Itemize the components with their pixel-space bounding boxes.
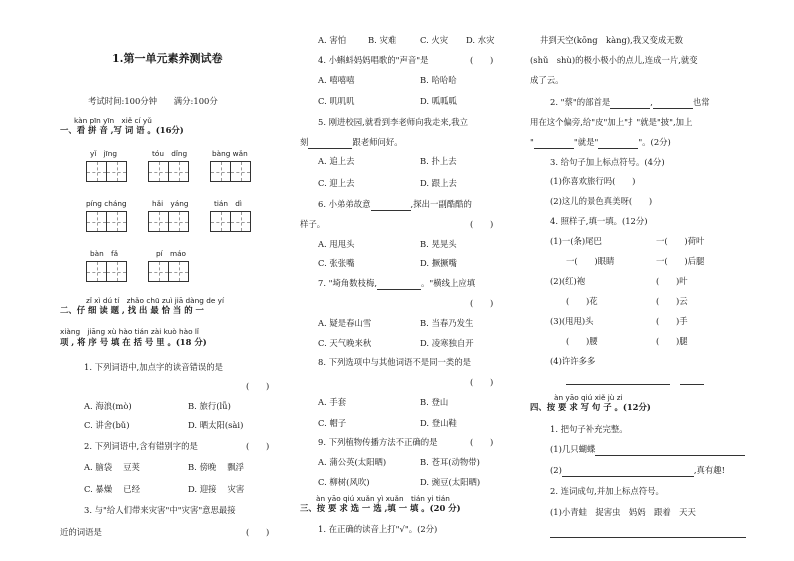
pinyin-word-3: bàng wǎn (212, 149, 248, 158)
writing-grid-5[interactable] (148, 211, 188, 232)
q6-option-a: A. 甩甩头 (318, 239, 355, 249)
s3-q4-fill-3[interactable]: 一( )后腿 (656, 256, 705, 266)
sec3-heading: 三、按 要 求 选 一 选 ,填 一 填 。(20 分) (300, 503, 461, 513)
s3-q1-passage-line3: 成了云。 (530, 75, 564, 85)
writing-grid-2[interactable] (148, 161, 188, 182)
s3-q4-fill-2[interactable]: 一( )眼睛 (566, 256, 615, 266)
q5-option-d: D. 跟上去 (420, 178, 457, 188)
sec3-pinyin: àn yāo qiú xuǎn yì xuǎn tián yi tián (316, 494, 450, 503)
q6-option-d: D. 撅撅嘴 (420, 258, 457, 268)
q9-option-c: C. 柳树(风吹) (318, 477, 370, 487)
q6-stem-line1: 6. 小弟弟故意 ,探出一副酷酷的 (318, 199, 472, 209)
q3-stem-line1: 3. 与"给人们带来灾害"中"灾害"意思最接 (84, 505, 236, 515)
q4-answer-paren[interactable]: ( ) (470, 55, 494, 65)
q4-option-b: B. 哈哈哈 (420, 75, 457, 85)
q1-answer-paren[interactable]: ( ) (246, 381, 270, 391)
s3-q4-fill-5[interactable]: ( )花 (566, 296, 598, 306)
writing-grid-6[interactable] (210, 211, 250, 232)
s3-q2-blank-1[interactable] (610, 97, 650, 109)
q9-stem: 9. 下列植物传播方法不正确的是 (318, 437, 438, 447)
column-middle (300, 0, 512, 561)
s3-q2-line3: " "就是" "。(2分) (530, 137, 671, 147)
q8-option-a: A. 手套 (318, 397, 347, 407)
q8-option-d: D. 登山鞋 (420, 418, 457, 428)
s3-q4-answer-line-2[interactable] (680, 384, 704, 385)
s3-q3-item-1[interactable]: (1)你喜欢旅行吗( ) (550, 176, 636, 186)
q2-option-d: D. 迎接 灾害 (188, 484, 245, 494)
q3-option-a: A. 害怕 (318, 35, 347, 45)
q3-stem-line2: 近的词语是 (60, 527, 102, 537)
sec2-heading-2: 项 , 将 序 号 填 在 括 号 里 。(18 分) (60, 337, 207, 347)
q5-stem-line2: 刻 跟老师问好。 (300, 137, 403, 147)
q8-option-b: B. 登山 (420, 397, 449, 407)
s3-q4-fill-8[interactable]: ( )腰 (566, 336, 598, 346)
q3-answer-paren[interactable]: ( ) (246, 527, 270, 537)
q3-option-c: C. 火灾 (420, 35, 449, 45)
q6-answer-paren[interactable]: ( ) (470, 219, 494, 229)
q3-option-d: D. 水灾 (466, 35, 495, 45)
q7-option-c: C. 天气晚来秋 (318, 338, 372, 348)
s3-q3-stem: 3. 给句子加上标点符号。(4分) (550, 157, 665, 167)
sec4-heading: 四、按 要 求 写 句 子 。(12分) (530, 402, 651, 412)
writing-grid-3[interactable] (210, 161, 250, 182)
q7-option-d: D. 凌寒独自开 (420, 338, 474, 348)
sec4-pinyin: àn yāo qiú xiě jù zi (554, 393, 623, 402)
sec2-heading-1: 二、仔 细 读 题 , 找 出 最 恰 当 的 一 (60, 305, 204, 315)
s4-q2-stem: 2. 连词成句,并加上标点符号。 (550, 486, 664, 496)
q2-option-b: B. 傍晚 飘浮 (188, 462, 245, 472)
exam-info: 考试时间:100分钟 满分:100分 (88, 96, 218, 106)
s3-q4-fill-6[interactable]: ( )云 (656, 296, 688, 306)
pinyin-word-8: pí máo (156, 249, 186, 258)
pinyin-word-1: yǐ jīng (90, 149, 117, 158)
pinyin-word-6: tián dì (214, 199, 242, 208)
s3-q1-stem: 1. 在正确的读音上打"√"。(2分) (318, 524, 438, 534)
q7-answer-paren[interactable]: ( ) (470, 298, 494, 308)
pinyin-word-7: bàn fǎ (90, 249, 119, 258)
q2-option-c: C. 暴燥 已经 (84, 484, 140, 494)
s3-q4-example-2: (2)(红)袍 (550, 276, 586, 286)
writing-grid-7[interactable] (86, 261, 126, 282)
s4-q1-item-2: (2) ,真有趣! (550, 465, 726, 475)
q7-stem: 7. "埼角数枝梅, 。"横线上应填 (318, 278, 476, 288)
s4-q1-item-1: (1)几只蝴蝶 (550, 444, 745, 456)
s3-q3-item-2[interactable]: (2)这儿的景色真美呀( ) (550, 196, 653, 206)
s3-q4-answer-line-1[interactable] (566, 384, 670, 385)
q4-option-c: C. 叽叽叽 (318, 96, 355, 106)
s3-q4-fill-7[interactable]: ( )手 (656, 316, 688, 326)
s3-q4-example-3: (3)(甩甩)头 (550, 316, 594, 326)
page-title: 1.第一单元素养测试卷 (112, 52, 223, 65)
s4-q1-blank-1[interactable] (595, 444, 745, 456)
sec2-pinyin-1: zǐ xì dú tí zhǎo chū zuì jiā dàng de yí (86, 296, 225, 305)
sec2-pinyin-2: xiàng jiāng xù hào tián zài kuò hào lǐ (60, 327, 199, 336)
writing-grid-1[interactable] (86, 161, 126, 182)
q2-answer-paren[interactable]: ( ) (246, 441, 270, 451)
s4-q2-answer-line[interactable] (550, 537, 746, 538)
q9-option-b: B. 苍耳(动物带) (420, 457, 480, 467)
s4-q1-blank-2[interactable] (562, 465, 694, 477)
s3-q1-passage-line2[interactable]: (shǔ shù)的极小极小的点儿,连成一片,就变 (530, 55, 698, 65)
pinyin-word-5: hǎi yáng (152, 199, 189, 208)
q1-stem: 1. 下列词语中,加点字的读音错误的是 (84, 362, 223, 372)
s3-q2-line2: 用在这个偏旁,给"皮"加上"扌"就是"披",加上 (530, 117, 693, 127)
q5-option-b: B. 扑上去 (420, 156, 457, 166)
s3-q4-fill-4[interactable]: ( )叶 (656, 276, 688, 286)
q5-option-a: A. 追上去 (318, 156, 355, 166)
q5-blank[interactable] (308, 137, 352, 149)
s3-q4-fill-9[interactable]: ( )腿 (656, 336, 688, 346)
q1-option-a: A. 海浪(mò) (84, 401, 132, 411)
s3-q4-fill-1[interactable]: 一( )荷叶 (656, 236, 705, 246)
column-left (60, 0, 282, 561)
s3-q4-example-4: (4)许许多多 (550, 356, 596, 366)
s3-q4-stem: 4. 照样子,填一填。(12分) (550, 216, 648, 226)
s3-q1-passage-line1[interactable]: 井到天空(kōng kàng),我又变成无数 (540, 35, 684, 45)
q4-option-a: A. 嘻嘻嘻 (318, 75, 355, 85)
s3-q4-example-1: (1)一(条)尾巴 (550, 236, 602, 246)
q7-option-b: B. 当春乃发生 (420, 318, 474, 328)
q6-option-b: B. 晃晃头 (420, 239, 457, 249)
q8-option-c: C. 帽子 (318, 418, 347, 428)
s4-q2-item-1: (1)小青蛙 捉害虫 妈妈 跟着 天天 (550, 507, 696, 517)
s3-q2-blank-4[interactable] (598, 137, 638, 149)
q1-option-b: B. 旅行(lǚ) (188, 401, 231, 411)
q6-option-c: C. 张张嘴 (318, 258, 355, 268)
s3-q2-line1: 2. "蔡"的部首是 , 也常 (550, 97, 710, 107)
q7-option-a: A. 疑是春山雪 (318, 318, 372, 328)
writing-grid-4[interactable] (86, 211, 126, 232)
q5-stem-line1: 5. 刚进校园,就看到李老师向我走来,我立 (318, 117, 468, 127)
q6-stem-line2: 样子。 (300, 219, 326, 229)
s4-q1-stem: 1. 把句子补充完整。 (550, 424, 628, 434)
sec1-heading: 一、看 拼 音 ,写 词 语 。(16分) (60, 125, 184, 135)
q2-option-a: A. 脑袋 豆荚 (84, 462, 140, 472)
q6-blank[interactable] (371, 199, 411, 211)
q9-answer-paren[interactable]: ( ) (470, 437, 494, 447)
q4-option-d: D. 呱呱呱 (420, 96, 457, 106)
q1-option-d: D. 晒太阳(sài) (188, 420, 244, 430)
s3-q2-blank-3[interactable] (534, 137, 574, 149)
pinyin-word-2: tóu dǐng (152, 149, 188, 158)
s3-q2-blank-2[interactable] (653, 97, 693, 109)
pinyin-word-4: píng cháng (86, 199, 127, 208)
q3-option-b: B. 灾难 (368, 35, 397, 45)
q9-option-d: D. 豌豆(太阳晒) (420, 477, 481, 487)
q7-blank[interactable] (377, 278, 421, 290)
q9-option-a: A. 蒲公英(太阳晒) (318, 457, 387, 467)
q5-option-c: C. 迎上去 (318, 178, 355, 188)
q8-answer-paren[interactable]: ( ) (470, 377, 494, 387)
q1-option-c: C. 讲舍(bǔ) (84, 420, 130, 430)
q8-stem: 8. 下列选项中与其他词语不是同一类的是 (318, 357, 472, 367)
q4-stem: 4. 小蝌蚪妈妈唱歌的"声音"是 (318, 55, 429, 65)
sec1-pinyin: kàn pīn yīn xiě cí yǔ (74, 116, 152, 125)
writing-grid-8[interactable] (148, 261, 188, 282)
column-right (530, 0, 755, 561)
q2-stem: 2. 下列词语中,含有错别字的是 (84, 441, 198, 451)
